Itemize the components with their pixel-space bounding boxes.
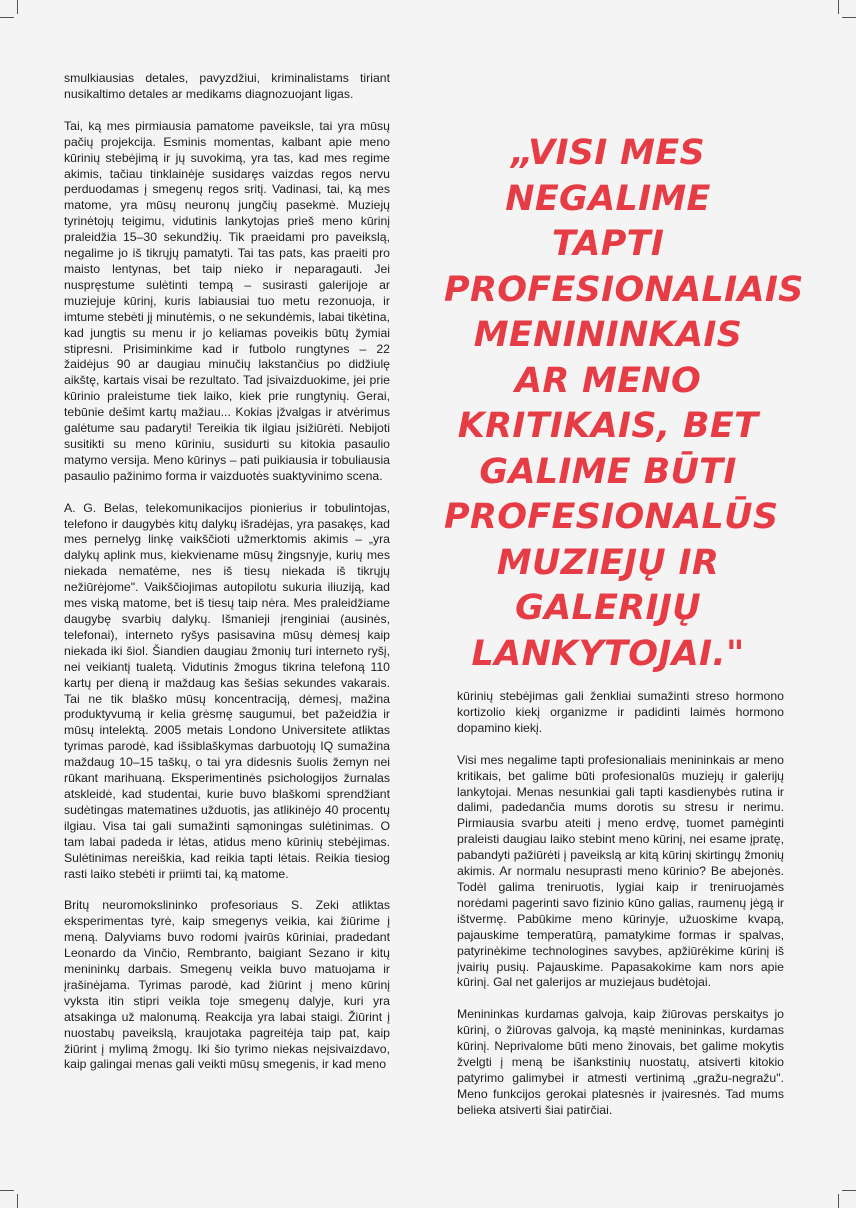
paragraph: Menininkas kurdamas galvoja, kaip žiūrovas perskaitys jo kūrinį, o žiūrovas galvoja, ką mąstė menininkas, kurdamas kūrinį. Neprivalome būti meno žinovais, bet galime mokytis žvelgti į meną be išankstinių nuostatų, atsiverti kitokio patyrimo galimybei ir atmesti vertinimą „gražu-negražu". Meno funkcijos gerokai platesnės ir įvairesnės. Tad mums belieka atsiverti šiai patirčiai. [457,1007,784,1117]
paragraph: kūrinių stebėjimas gali ženkliai sumažinti streso hormono kortizolio kiekį organizme ir padidinti laimės hormono dopamino kiekį. [457,689,784,735]
crop-mark-top-left-v [17,0,18,14]
paragraph: A. G. Belas, telekomunikacijos pionierius ir tobulintojas, telefono ir daugybės kitų dalykų išradėjas, yra pasakęs, kad mes pernelyg linkę vaikščioti užmerktomis akimis – „yra dalykų aplink mus, kiekviename mūsų žingsnyje, kurių mes niekada nematėme, nes iš tiesų niekada iš tikrųjų nežiūrėjome". Vaikščiojimas autopilotu sukuria iliuziją, kad mes viską matome, bet iš tiesų taip nėra. Mes praleidžiame daugybę svarbių dalykų. Išmanieji įrenginiai (ausinės, telefonai), interneto ryšys pasisavina mūsų dėmesį kaip niekada iki šiol. Šiandien daugiau žmonių turi interneto ryšį, nei veikiantį tualetą. Vidutinis žmogus tikrina telefoną 110 kartų per dieną ir maždaug kas šešias sekundes vakarais. Tai ne tik blaško mūsų koncentraciją, dėmesį, mažina produktyvumą ir kelia grėsmę saugumui, bet pažeidžia ir mūsų intelektą. 2005 metais Londono Universitete atliktas tyrimas parodė, kad išsiblaškymas darbuotojų IQ sumažina maždaug 10–15 taškų, o tai yra didesnis šuolis žemyn nei rūkant marihuaną. Eksperimentinės psichologijos žurnalas atskleidė, kad studentai, kurie buvo blaškomi sprendžiant sudėtingas matematines užduotis, jas atlikinėjo 40 procentų ilgiau. Visa tai gali sumažinti sąmoningas sulėtinimas. O tam labai padeda ir lėtas, atidus meno kūrinių stebėjimas. Sulėtinimas nereiškia, kad reikia tapti lėtais. Reikia tiesiog rasti laiko stebėti ir priimti tai, ką matome. [64,500,390,881]
crop-mark-bottom-left-h [0,1190,14,1191]
crop-mark-top-left-h [0,17,14,18]
paragraph: Tai, ką mes pirmiausia pamatome paveiksle, tai yra mūsų pačių projekcija. Esminis momentas, kalbant apie meno kūrinių stebėjimą ir jų suvokimą, yra tas, kad mes regime akimis, tačiau tinklainėje susidaręs vaizdas regos nervu perduodamas į smegenų regos sritį. Vadinasi, tai, ką mes matome, yra mūsų neuronų jungčių pasekmė. Muziejų tyrinėtojų teigimu, vidutinis lankytojas prieš meno kūrinį praleidžia 15–30 sekundžių. Tik praeidami pro paveikslą, negalime jo iš tikrųjų pamatyti. Tai tas pats, kas praeiti pro maisto lentynas, bet taip nieko ir neparagauti. Jei nuspręstume sulėtinti tempą – susirasti galerijoje ar muziejuje kūrinį, kuris labiausiai tuo metu rezonuoja, ir imtume stebėti jį minutėmis, o ne sekundėmis, labai tikėtina, kad jungtis su menu ir jo keliamas poveikis būtų žymiai stipresni. Prisiminkime kad ir futbolo rungtynes – 22 žaidėjus 90 ar daugiau minučių lakstančius po didžiulę aikštę, kartais visai be rezultato. Tad įsivaizduokime, jei prie kūrinio praleistume tiek laiko, kiek prie rungtynių. Gerai, tebūnie dešimt kartų mažiau... Kokias įžvalgas ir atvėrimus galėtume sau padaryti! Tereikia tik ilgiau įsižiūrėti. Nebijoti susitikti su meno kūriniu, susidurti su kitokia pasaulio matymo versija. Meno kūrinys – pati puikiausia ir tobuliausia pasaulio pažinimo forma ir vaizduotės suaktyvinimo scena. [64,118,390,483]
paragraph: smulkiausias detales, pavyzdžiui, kriminalistams tiriant nusikaltimo detales ar medikams diagnozuojant ligas. [64,71,390,101]
right-text-column [457,689,784,1135]
left-text-column [64,71,390,1089]
crop-mark-top-right-h [842,17,856,18]
paragraph: Visi mes negalime tapti profesionaliais menininkais ar meno kritikais, bet galime būti profesionalūs muziejų ir galerijų lankytojai. Menas nesunkiai gali tapti kasdienybės rutina ir dalimi, padedančia mums dorotis su stresu ir nerimu. Pirmiausia svarbu ateiti į meno erdvę, tuomet pamėginti praleisti daugiau laiko stebint meno kūrinį, nei esame įpratę, pabandyti pažiūrėti į paveikslą ar kitą kūrinį skirtingų žmonių akimis. Ar normalu nesuprasti meno kūrinio? Be abejonės. Todėl galima treniruotis, lygiai kaip ir treniruojamės norėdami pagerinti savo fizinio kūno galias, raumenų jėgą ir ištvermę. Pabūkime meno kūrinyje, užuoskime kvapą, pajauskime temperatūrą, pamatykime formas ir spalvas, patyrinėkime technologines savybes, apžiūrėkime kūrinį iš įvairių pusių. Pajauskime. Papasakokime kam nors apie kūrinį. Gal net galerijos ar muziejaus budėtojai. [457,752,784,990]
crop-mark-bottom-right-v [838,1194,839,1208]
crop-mark-bottom-right-h [842,1190,856,1191]
crop-mark-bottom-left-v [17,1194,18,1208]
paragraph: Britų neuromokslininko profesoriaus S. Zeki atliktas eksperimentas tyrė, kaip smegenys veikia, kai žiūrime į meną. Dalyviams buvo rodomi įvairūs kūriniai, pradedant Leonardo da Vinčio, Rembranto, baigiant Sezano ir kitų menininkų darbais. Smegenų veikla buvo matuojama ir įrašinėjama. Tyrimas parodė, kad žiūrint į meno kūrinį vyksta itin stipri veikla toje smegenų dalyje, kuri yra atsakinga už malonumą. Reakcija yra labai staigi. Žiūrint į nuostabų paveikslą, kraujotaka pagreitėja taip pat, kaip žiūrint į mylimą žmogų. Iki šio tyrimo niekas neįsivaizdavo, kaip galingai menas gali veikti mūsų smegenis, ir kad meno [64,898,390,1072]
pull-quote: „VISI MES NEGALIME TAPTI PROFESIONALIAIS MENININKAIS AR MENO KRITIKAIS, BET GALIME BŪTI PROFESIONALŪS MUZIEJŲ IR GALERIJŲ LANKYTOJAI." [444,133,804,674]
crop-mark-top-right-v [838,0,839,14]
